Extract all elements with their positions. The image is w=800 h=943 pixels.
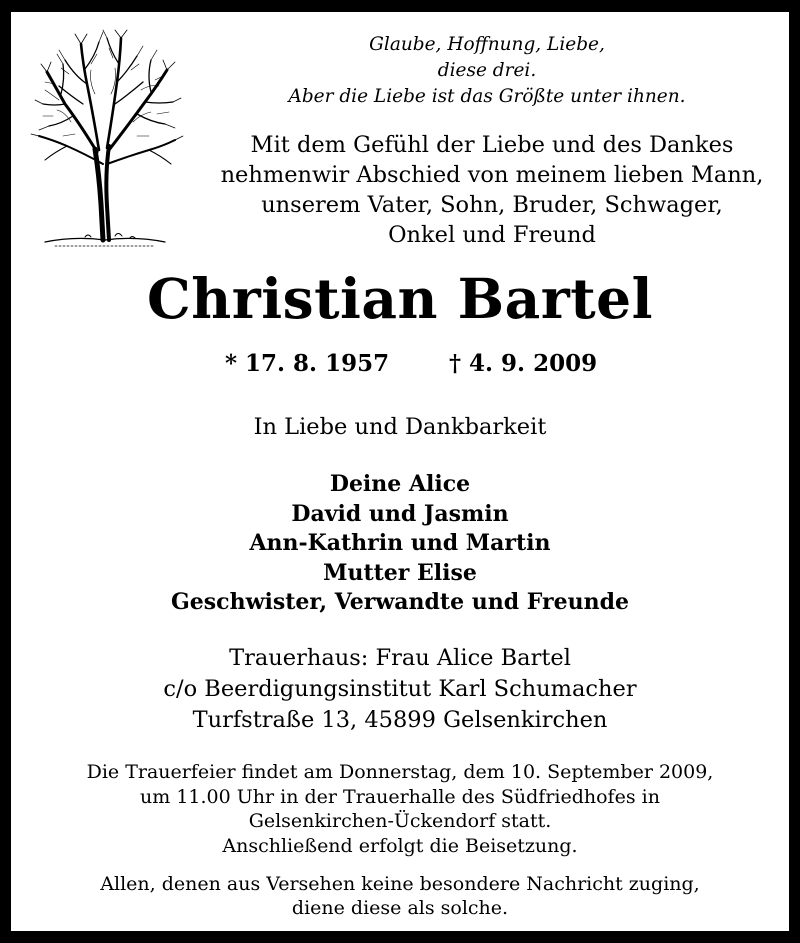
family-member: Mutter Elise xyxy=(323,559,477,586)
birth-symbol: * xyxy=(225,350,238,377)
ceremony-line: Anschließend erfolgt die Beisetzung. xyxy=(222,834,578,857)
death-date-block xyxy=(449,349,597,379)
bare-tree-icon xyxy=(25,24,185,252)
family-list xyxy=(11,470,789,618)
death-cross-icon: † xyxy=(449,350,462,377)
ceremony-line: Gelsenkirchen-Ückendorf statt. xyxy=(248,810,552,832)
address-line: c/o Beerdigungsinstitut Karl Schumacher xyxy=(163,676,637,702)
verse-line: diese drei. xyxy=(437,60,537,81)
ceremony-line: um 11.00 Uhr in der Trauerhalle des Südfriedhofes in xyxy=(140,785,660,808)
birth-date-block xyxy=(225,349,389,379)
funeral-ceremony-info xyxy=(11,760,789,858)
bible-verse xyxy=(231,32,743,110)
farewell-intro xyxy=(201,130,783,250)
notice-line: diene diese als solche. xyxy=(291,897,509,919)
mourning-house-address xyxy=(11,643,789,736)
family-member: Deine Alice xyxy=(329,471,471,497)
address-line: Trauerhaus: Frau Alice Bartel xyxy=(229,645,571,671)
family-member: Geschwister, Verwandte und Freunde xyxy=(171,589,629,616)
notification-note xyxy=(11,872,789,920)
ceremony-line: Die Trauerfeier findet am Donnerstag, dem 10. September 2009, xyxy=(86,761,714,783)
deceased-name: Christian Bartel xyxy=(146,266,654,331)
address-line: Turfstraße 13, 45899 Gelsenkirchen xyxy=(192,707,608,733)
verse-line: Aber die Liebe ist das Größte unter ihnen. xyxy=(288,86,686,107)
thanks-line: In Liebe und Dankbarkeit xyxy=(253,414,547,440)
intro-line: unserem Vater, Sohn, Bruder, Schwager, xyxy=(261,192,723,218)
verse-line: Glaube, Hoffnung, Liebe, xyxy=(369,34,605,55)
family-member: David und Jasmin xyxy=(291,500,509,527)
family-member: Ann-Kathrin und Martin xyxy=(249,530,551,557)
death-date: 4. 9. 2009 xyxy=(469,350,598,377)
intro-line: nehmenwir Abschied von meinem lieben Mann, xyxy=(220,162,764,188)
intro-line: Mit dem Gefühl der Liebe und des Dankes xyxy=(250,132,734,158)
birth-date: 17. 8. 1957 xyxy=(245,350,390,377)
obituary-notice xyxy=(11,12,789,931)
notice-line: Allen, denen aus Versehen keine besondere Nachricht zuging, xyxy=(100,873,700,895)
intro-line: Onkel und Freund xyxy=(388,222,596,248)
